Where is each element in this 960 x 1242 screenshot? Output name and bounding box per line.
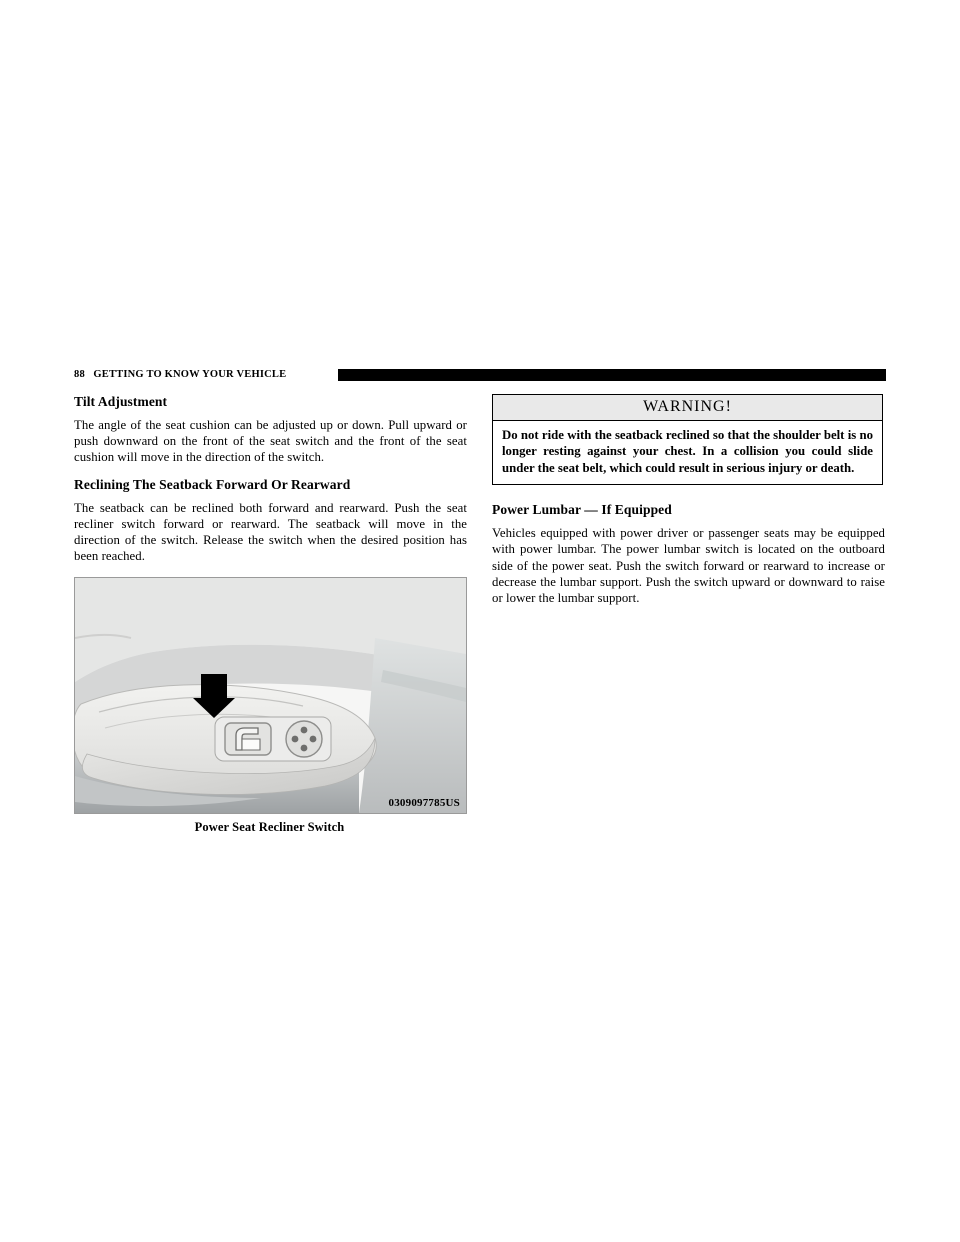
paragraph-power-lumbar: Vehicles equipped with power driver or passenger seats may be equipped with power lumbar. The power lumbar switch is located on the outboard side of the power seat. Push the switch forward or rearward to increase or decrease the lumbar support. Push the switch upward or downward to raise or lower the lumbar support.: [492, 526, 885, 606]
watermark: carmanualsonline.info: [711, 1205, 948, 1233]
heading-tilt-adjustment: Tilt Adjustment: [74, 394, 168, 409]
figure-id-code: 0309097785US: [388, 797, 460, 810]
warning-box: [492, 394, 883, 485]
figure-caption: Power Seat Recliner Switch: [194, 820, 345, 835]
left-column: [74, 394, 467, 835]
warning-title: WARNING!: [493, 395, 882, 421]
header-page-number: [74, 369, 286, 380]
header-number-text: 88: [74, 369, 85, 380]
heading-reclining-seatback: Reclining The Seatback Forward Or Rearward: [74, 476, 351, 492]
figure-power-seat-recliner-switch: [74, 577, 467, 814]
figure-illustration: [75, 578, 466, 813]
header-rule: [338, 369, 886, 381]
heading-power-lumbar: Power Lumbar — If Equipped: [492, 502, 672, 518]
seat-position-switch-graphic: [225, 723, 271, 755]
lumbar-four-way-switch-graphic: [286, 721, 322, 757]
paragraph-reclining-seatback: The seatback can be reclined both forward and rearward. Push the seat recliner switch forward or rearward. The seatback will move in the direction of the switch. Release the switch when the desired position has been reached.: [74, 500, 467, 564]
header-title-text: GETTING TO KNOW YOUR VEHICLE: [93, 369, 287, 380]
right-column: [492, 394, 885, 617]
paragraph-tilt-adjustment: The angle of the seat cushion can be adjusted up or down. Pull upward or push downward on the front of the seat switch and the front of the seat cushion will move in the direction of the switch.: [74, 418, 467, 465]
warning-text: Do not ride with the seatback reclined so that the shoulder belt is no longer resting against your chest. In a collision you could slide under the seat belt, which could result in serious injury or death.: [502, 428, 873, 475]
